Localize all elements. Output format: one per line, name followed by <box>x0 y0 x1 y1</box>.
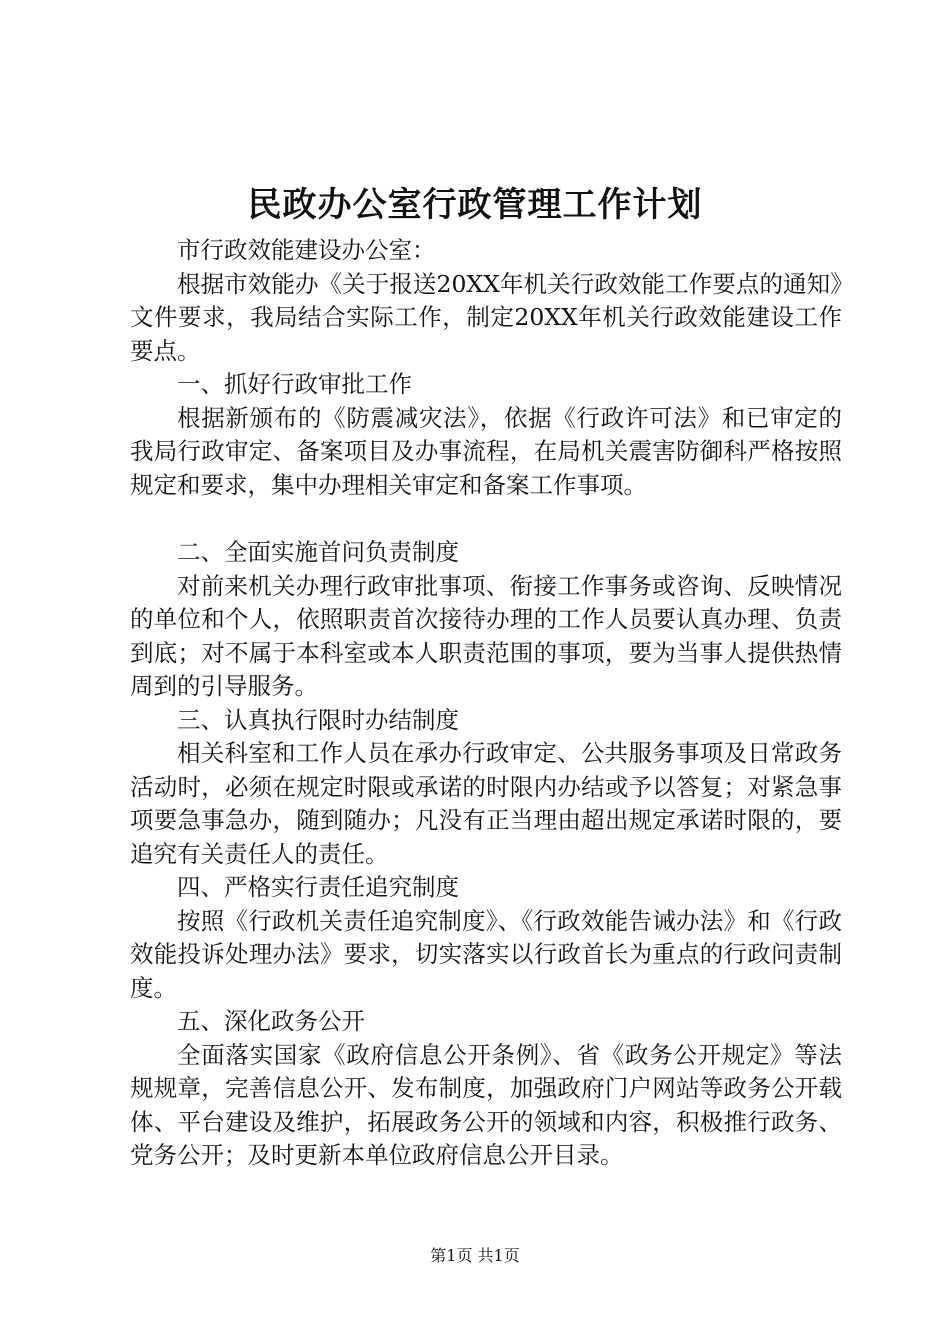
intro-paragraph: 根据市效能办《关于报送20XX年机关行政效能工作要点的通知》文件要求，我局结合实际工作，制定20XX年机关行政效能建设工作要点。 <box>130 269 842 365</box>
section-body-1: 根据新颁布的《防震减灾法》，依据《行政许可法》和已审定的我局行政审定、备案项目及办事流程，在局机关震害防御科严格按照规定和要求，集中办理相关审定和备案工作事项。 <box>130 403 842 499</box>
page-footer: 第1页 共1页 <box>430 1246 520 1265</box>
section-body-4: 按照《行政机关责任追究制度》、《行政效能告诫办法》和《行政效能投诉处理办法》要求，切实落实以行政首长为重点的行政问责制度。 <box>130 906 842 1002</box>
section-heading-2: 二、全面实施首问负责制度 <box>177 538 459 566</box>
section-heading-1: 一、抓好行政审批工作 <box>177 370 412 398</box>
blank-line <box>130 502 842 536</box>
section-body-5: 全面落实国家《政府信息公开条例》、省《政务公开规定》等法规规章，完善信息公开、发布制度，加强政府门户网站等政务公开载体、平台建设及维护，拓展政务公开的领域和内容，积极推行政务、党务公开；及时更新本单位政府信息公开目录。 <box>130 1040 842 1169</box>
section-body-3: 相关科室和工作人员在承办行政审定、公共服务事项及日常政务活动时，必须在规定时限或承诺的时限内办结或予以答复；对紧急事项要急事急办，随到随办；凡没有正当理由超出规定承诺时限的，要追究有关责任人的责任。 <box>130 739 842 868</box>
section-heading-4: 四、严格实行责任追究制度 <box>177 873 459 901</box>
document-body <box>130 234 842 1173</box>
section-heading-3: 三、认真执行限时办结制度 <box>177 705 459 734</box>
section-body-2: 对前来机关办理行政审批事项、衔接工作事务或咨询、反映情况的单位和个人，依照职责首次接待办理的工作人员要认真办理、负责到底；对不属于本科室或本人职责范围的事项，要为当事人提供热情周到的引导服务。 <box>130 571 842 700</box>
document-title: 民政办公室行政管理工作计划 <box>247 185 703 225</box>
section-heading-5: 五、深化政务公开 <box>177 1007 365 1035</box>
salutation: 市行政效能建设办公室： <box>177 236 436 264</box>
